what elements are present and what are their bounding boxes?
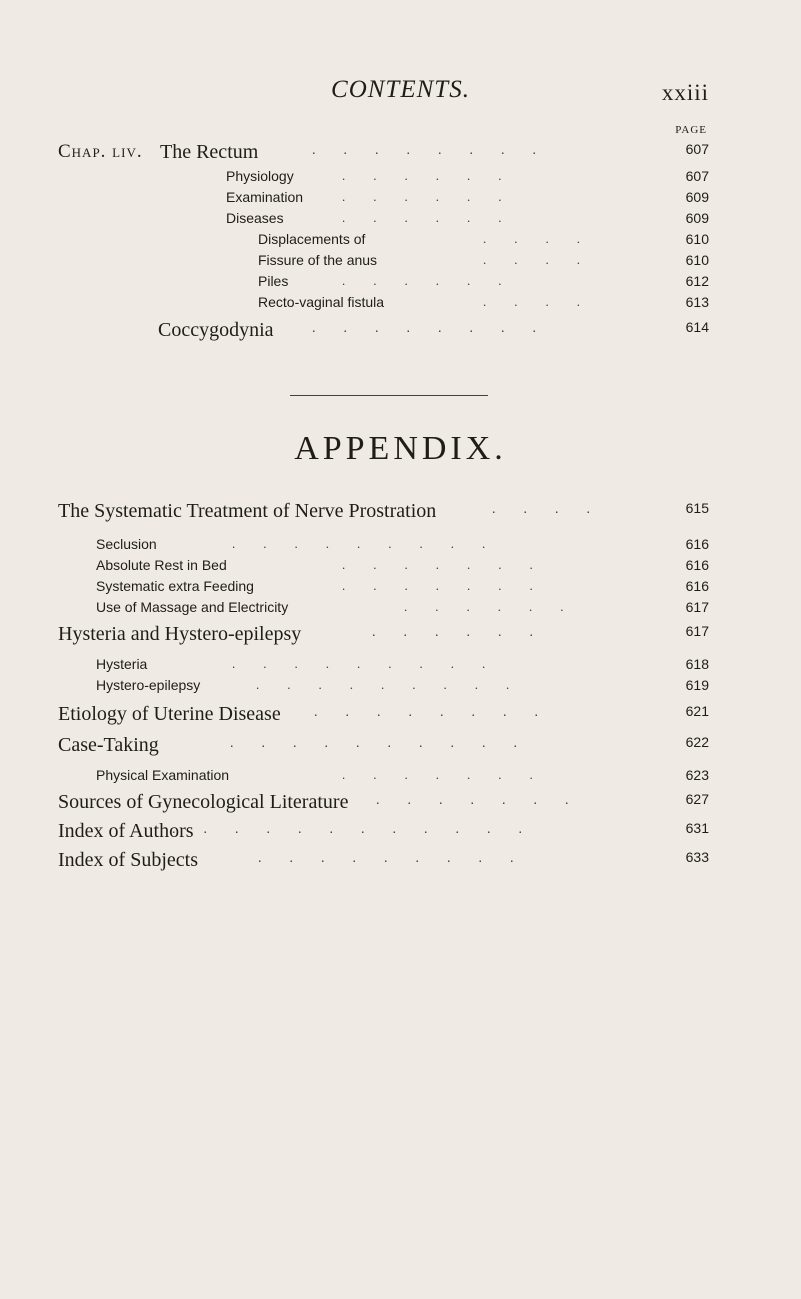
dot-leader: ...... bbox=[404, 599, 592, 614]
page-number: 627 bbox=[685, 791, 709, 807]
entry-label: Seclusion bbox=[96, 536, 157, 552]
page-number: 616 bbox=[685, 578, 709, 594]
entry-label: Systematic extra Feeding bbox=[96, 578, 254, 594]
entry-label: Physical Examination bbox=[96, 767, 230, 783]
page-number: 617 bbox=[685, 599, 709, 615]
dot-leader: ...... bbox=[342, 210, 530, 225]
entry-label: The Systematic Treatment of Nerve Prostration bbox=[58, 500, 437, 522]
section-divider bbox=[290, 395, 488, 396]
toc-entry bbox=[0, 677, 801, 699]
page-number: 607 bbox=[685, 168, 709, 184]
toc-entry bbox=[0, 252, 801, 274]
entry-label: Index of Subjects bbox=[58, 849, 198, 871]
toc-entry bbox=[0, 536, 801, 558]
dot-leader: ............ bbox=[172, 822, 550, 837]
dot-leader: ....... bbox=[342, 557, 561, 572]
dot-leader: ...... bbox=[342, 168, 530, 183]
toc-entry bbox=[0, 734, 801, 756]
page-number: 610 bbox=[685, 252, 709, 268]
entry-label: Hysteria bbox=[96, 656, 148, 672]
toc-entry bbox=[0, 703, 801, 725]
page-number: 617 bbox=[685, 623, 709, 639]
dot-leader: ...... bbox=[342, 189, 530, 204]
toc-entry bbox=[0, 599, 801, 621]
entry-label: Fissure of the anus bbox=[258, 252, 378, 268]
dot-leader: ........ bbox=[314, 705, 566, 720]
page-number: 609 bbox=[685, 210, 709, 226]
page-number: 616 bbox=[685, 536, 709, 552]
entry-label: Recto-vaginal fistula bbox=[258, 294, 385, 310]
page-number: 621 bbox=[685, 703, 709, 719]
toc-entry bbox=[0, 656, 801, 678]
dot-leader: ....... bbox=[376, 793, 597, 808]
dot-leader: ......... bbox=[232, 656, 514, 671]
toc-entry bbox=[0, 578, 801, 600]
dot-leader: ........ bbox=[312, 321, 564, 336]
page-number: 609 bbox=[685, 189, 709, 205]
chapter-prefix: Chap. liv. bbox=[58, 141, 143, 162]
dot-leader: .......... bbox=[230, 736, 545, 751]
dot-leader: ......... bbox=[232, 536, 514, 551]
dot-leader: ....... bbox=[342, 767, 561, 782]
page-folio: xxiii bbox=[661, 80, 709, 105]
entry-label: Absolute Rest in Bed bbox=[96, 557, 227, 573]
entry-label: Coccygodynia bbox=[158, 319, 274, 341]
toc-entry-chapter bbox=[0, 141, 801, 163]
page-number: 610 bbox=[685, 231, 709, 247]
toc-entry bbox=[0, 557, 801, 579]
dot-leader: .... bbox=[492, 502, 618, 517]
dot-leader: ......... bbox=[258, 851, 542, 866]
dot-leader: ...... bbox=[342, 273, 530, 288]
page-number: 633 bbox=[685, 849, 709, 865]
entry-label: Piles bbox=[258, 273, 289, 289]
toc-entry bbox=[0, 820, 801, 842]
running-title: CONTENTS. bbox=[331, 76, 470, 103]
page-number: 616 bbox=[685, 557, 709, 573]
toc-entry bbox=[0, 231, 801, 253]
entry-label: Index of Authors bbox=[58, 820, 194, 842]
entry-label: Hystero-epilepsy bbox=[96, 677, 201, 693]
toc-entry bbox=[0, 500, 801, 522]
entry-label: Use of Massage and Electricity bbox=[96, 599, 289, 615]
dot-leader: ...... bbox=[372, 625, 561, 640]
toc-entry bbox=[0, 767, 801, 789]
toc-entry bbox=[0, 294, 801, 316]
entry-label: Physiology bbox=[226, 168, 294, 184]
page-number: 622 bbox=[685, 734, 709, 750]
toc-entry bbox=[0, 623, 801, 645]
page-number: 623 bbox=[685, 767, 709, 783]
dot-leader: ........ bbox=[312, 143, 564, 158]
toc-entry bbox=[0, 168, 801, 190]
toc-entry bbox=[0, 189, 801, 211]
entry-label: Displacements of bbox=[258, 231, 366, 247]
toc-entry bbox=[0, 210, 801, 232]
toc-entry bbox=[0, 319, 801, 341]
appendix-heading: APPENDIX. bbox=[294, 430, 507, 467]
page-number: 612 bbox=[685, 273, 709, 289]
toc-entry bbox=[0, 791, 801, 813]
dot-leader: ......... bbox=[256, 677, 538, 692]
entry-label: Etiology of Uterine Disease bbox=[58, 703, 281, 725]
dot-leader: ....... bbox=[342, 578, 561, 593]
chapter-title: The Rectum bbox=[160, 141, 259, 163]
page-number: 614 bbox=[685, 319, 709, 335]
toc-entry bbox=[0, 849, 801, 871]
entry-label: Case-Taking bbox=[58, 734, 159, 756]
page-number: 631 bbox=[685, 820, 709, 836]
page-number: 618 bbox=[685, 656, 709, 672]
entry-label: Hysteria and Hystero-epilepsy bbox=[58, 623, 302, 645]
page-number: 615 bbox=[685, 500, 709, 516]
page-number: 613 bbox=[685, 294, 709, 310]
entry-label: Diseases bbox=[226, 210, 284, 226]
page-number: 619 bbox=[685, 677, 709, 693]
entry-label: Sources of Gynecological Literature bbox=[58, 791, 349, 813]
dot-leader: .... bbox=[483, 294, 608, 309]
entry-label: Examination bbox=[226, 189, 304, 205]
toc-entry bbox=[0, 273, 801, 295]
page-number: 607 bbox=[685, 141, 709, 157]
page-column-heading: PAGE bbox=[675, 124, 707, 136]
dot-leader: .... bbox=[483, 231, 608, 246]
dot-leader: .... bbox=[483, 252, 608, 267]
